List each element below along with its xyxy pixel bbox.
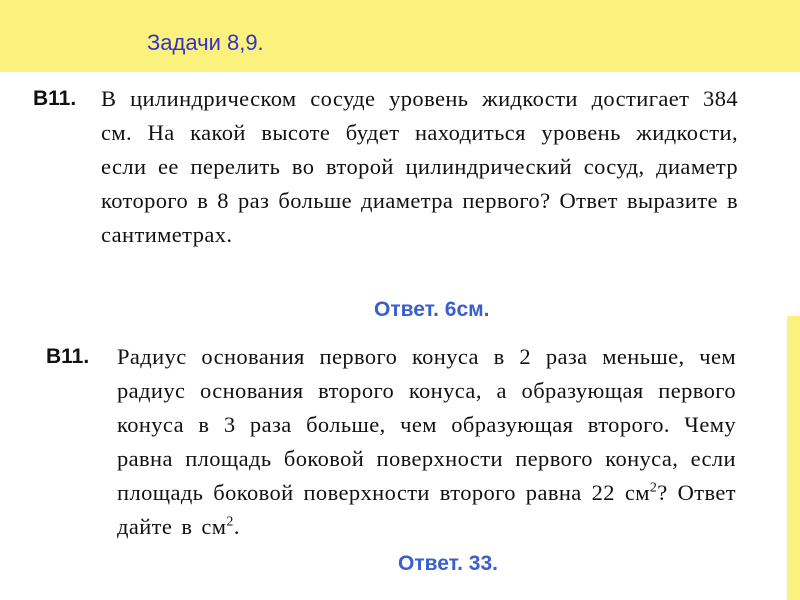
problem-2-text	[117, 340, 736, 544]
title-band	[0, 0, 800, 72]
slide-title: Задачи 8,9.	[147, 30, 264, 55]
problem-1-text-main: В цилиндрическом сосуде уровень жидкости достигает 384 см. На какой высоте будет находиться уровень жидкости, если ее перелить во второй цилиндрический сосуд, диаметр которого в 8 раз больше диаметра первого? Ответ выразите в сантиметрах.	[101, 86, 738, 247]
superscript-2: 2	[649, 480, 658, 496]
answer-2: Ответ. 33.	[398, 552, 498, 575]
problem-2-text-end: .	[233, 514, 240, 539]
answer-1: Ответ. 6см.	[374, 298, 490, 321]
superscript-2b: 2	[226, 514, 234, 530]
problem-1	[33, 82, 738, 252]
problem-2	[46, 340, 736, 544]
problem-1-label: B11.	[33, 87, 77, 110]
problem-2-text-mid: ? Ответ дайте в см	[117, 480, 736, 539]
problem-1-text	[101, 82, 738, 252]
side-band	[787, 316, 800, 600]
problem-2-text-main: Радиус основания первого конуса в 2 раза меньше, чем радиус основания второго конуса, а образующая первого конуса в 3 раза больше, чем образующая второго. Чему равна площадь боковой поверхности первого конуса, если площадь боковой поверхности второго равна 22 см	[117, 344, 736, 505]
problem-2-label: B11.	[46, 345, 90, 368]
